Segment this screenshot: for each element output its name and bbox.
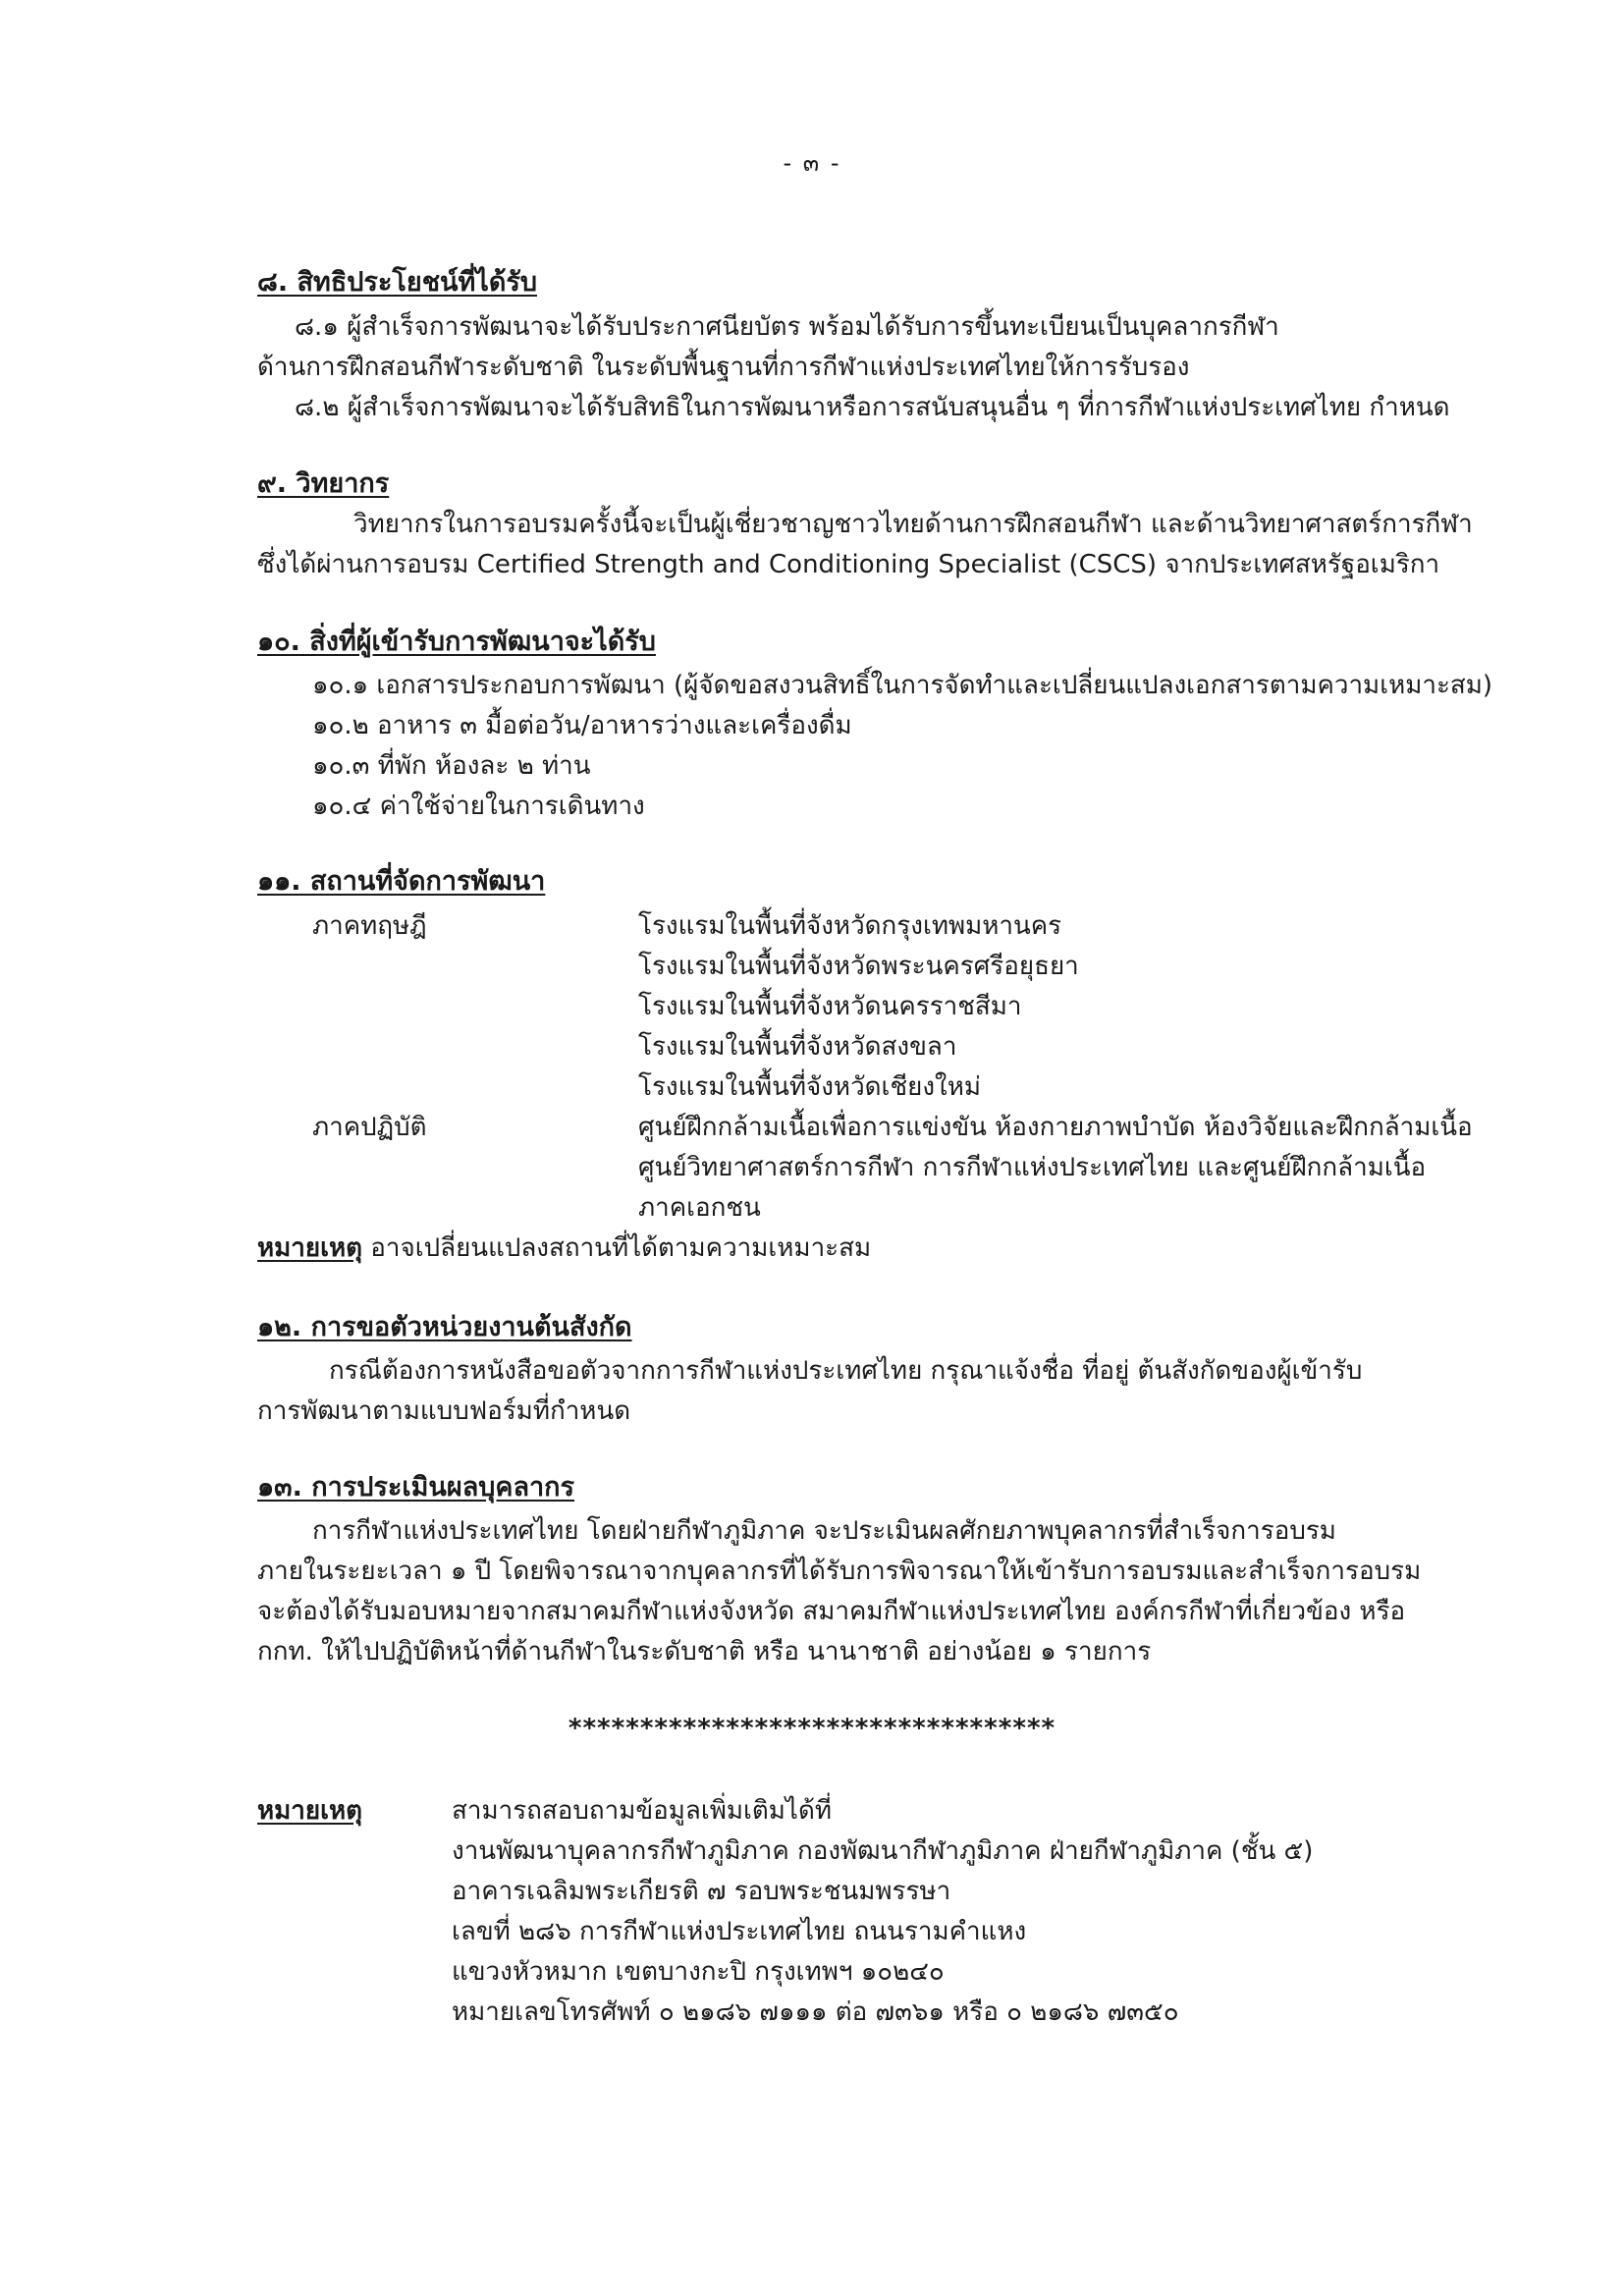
section-11-remark xyxy=(257,1230,871,1266)
contact-line-6: หมายเลขโทรศัพท์ ๐ ๒๑๘๖ ๗๑๑๑ ต่อ ๗๓๖๑ หรือ ๐ ๒๑๘๖ ๗๓๕๐ xyxy=(452,1997,1179,2027)
theory-place-4: โรงแรมในพื้นที่จังหวัดสงขลา xyxy=(638,1032,957,1062)
practice-label: ภาคปฏิบัติ xyxy=(312,1113,427,1142)
section-10-item-3: ๑๐.๓ ที่พัก ห้องละ ๒ ท่าน xyxy=(312,751,591,781)
page-number: - ๓ - xyxy=(783,149,841,177)
contact-line-2: งานพัฒนาบุคลากรกีฬาภูมิภาค กองพัฒนากีฬาภูมิภาค ฝ่ายกีฬาภูมิภาค (ชั้น ๕) xyxy=(452,1836,1314,1866)
remark-label: หมายเหตุ xyxy=(257,1233,363,1263)
contact-note-label: หมายเหตุ xyxy=(257,1796,363,1826)
section-8-item-2: ๘.๒ ผู้สำเร็จการพัฒนาจะได้รับสิทธิในการพัฒนาหรือการสนับสนุนอื่น ๆ ที่การกีฬาแห่งประเทศไทย กำหนด xyxy=(295,393,1450,422)
section-13-line-4: กกท. ให้ไปปฏิบัติหน้าที่ด้านกีฬาในระดับชาติ หรือ นานาชาติ อย่างน้อย ๑ รายการ xyxy=(257,1637,1152,1667)
section-10-item-2: ๑๐.๒ อาหาร ๓ มื้อต่อวัน/อาหารว่างและเครื่องดื่ม xyxy=(312,711,852,740)
section-8-heading: ๘. สิทธิประโยชน์ที่ได้รับ xyxy=(257,267,538,298)
section-9-heading: ๙. วิทยากร xyxy=(257,468,390,499)
contact-line-5: แขวงหัวหมาก เขตบางกะปิ กรุงเทพฯ ๑๐๒๔๐ xyxy=(452,1957,945,1987)
practice-line-1: ศูนย์ฝึกกล้ามเนื้อเพื่อการแข่งขัน ห้องกายภาพบำบัด ห้องวิจัยและฝึกกล้ามเนื้อ xyxy=(638,1113,1473,1142)
section-13-line-3: จะต้องได้รับมอบหมายจากสมาคมกีฬาแห่งจังหวัด สมาคมกีฬาแห่งประเทศไทย องค์กรกีฬาที่เกี่ยวข้อง หรือ xyxy=(257,1597,1406,1626)
section-8-item-1-line-1: ๘.๑ ผู้สำเร็จการพัฒนาจะได้รับประกาศนียบัตร พร้อมได้รับการขึ้นทะเบียนเป็นบุคลากรกีฬา xyxy=(295,312,1279,342)
theory-place-3: โรงแรมในพื้นที่จังหวัดนครราชสีมา xyxy=(638,992,1022,1021)
section-10-heading: ๑๐. สิ่งที่ผู้เข้ารับการพัฒนาจะได้รับ xyxy=(257,627,656,657)
section-12-line-1: กรณีต้องการหนังสือขอตัวจากการกีฬาแห่งประเทศไทย กรุณาแจ้งชื่อ ที่อยู่ ต้นสังกัดของผู้เข้ารับ xyxy=(329,1356,1363,1386)
practice-line-2: ศูนย์วิทยาศาสตร์การกีฬา การกีฬาแห่งประเทศไทย และศูนย์ฝึกกล้ามเนื้อ xyxy=(638,1153,1427,1182)
section-11-heading: ๑๑. สถานที่จัดการพัฒนา xyxy=(257,866,546,897)
theory-place-5: โรงแรมในพื้นที่จังหวัดเชียงใหม่ xyxy=(638,1072,981,1102)
section-13-line-1: การกีฬาแห่งประเทศไทย โดยฝ่ายกีฬาภูมิภาค จะประเมินผลศักยภาพบุคลากรที่สำเร็จการอบรม xyxy=(312,1516,1336,1546)
contact-line-4: เลขที่ ๒๘๖ การกีฬาแห่งประเทศไทย ถนนรามคำแหง xyxy=(452,1917,1027,1946)
section-13-line-2: ภายในระยะเวลา ๑ ปี โดยพิจารณาจากบุคลากรที่ได้รับการพิจารณาให้เข้ารับการอบรมและสำเร็จการอบรม xyxy=(257,1557,1422,1586)
section-9-line-2: ซึ่งได้ผ่านการอบรม Certified Strength and Conditioning Specialist (CSCS) จากประเทศสหรัฐอเมริกา xyxy=(257,550,1440,579)
theory-place-2: โรงแรมในพื้นที่จังหวัดพระนครศรีอยุธยา xyxy=(638,952,1079,981)
contact-line-1: สามารถสอบถามข้อมูลเพิ่มเติมได้ที่ xyxy=(452,1796,833,1826)
section-10-item-1: ๑๐.๑ เอกสารประกอบการพัฒนา (ผู้จัดขอสงวนสิทธิ์ในการจัดทำและเปลี่ยนแปลงเอกสารตามความเหมาะสม) xyxy=(312,671,1493,700)
practice-line-3: ภาคเอกชน xyxy=(638,1193,761,1223)
star-divider: ********************************** xyxy=(568,1714,1056,1743)
contact-line-3: อาคารเฉลิมพระเกียรติ ๗ รอบพระชนมพรรษา xyxy=(452,1877,951,1906)
section-9-line-1: วิทยากรในการอบรมครั้งนี้จะเป็นผู้เชี่ยวชาญชาวไทยด้านการฝึกสอนกีฬา และด้านวิทยาศาสตร์การกีฬา xyxy=(353,510,1473,539)
remark-text: อาจเปลี่ยนแปลงสถานที่ได้ตามความเหมาะสม xyxy=(362,1233,872,1263)
section-10-item-4: ๑๐.๔ ค่าใช้จ่ายในการเดินทาง xyxy=(312,792,645,821)
section-13-heading: ๑๓. การประเมินผลบุคลากร xyxy=(257,1472,575,1503)
section-12-line-2: การพัฒนาตามแบบฟอร์มที่กำหนด xyxy=(257,1396,631,1426)
theory-label: ภาคทฤษฎี xyxy=(312,911,427,941)
section-12-heading: ๑๒. การขอตัวหน่วยงานต้นสังกัด xyxy=(257,1312,632,1342)
theory-place-1: โรงแรมในพื้นที่จังหวัดกรุงเทพมหานคร xyxy=(638,911,1062,941)
section-8-item-1-line-2: ด้านการฝึกสอนกีฬาระดับชาติ ในระดับพื้นฐานที่การกีฬาแห่งประเทศไทยให้การรับรอง xyxy=(257,353,1190,382)
